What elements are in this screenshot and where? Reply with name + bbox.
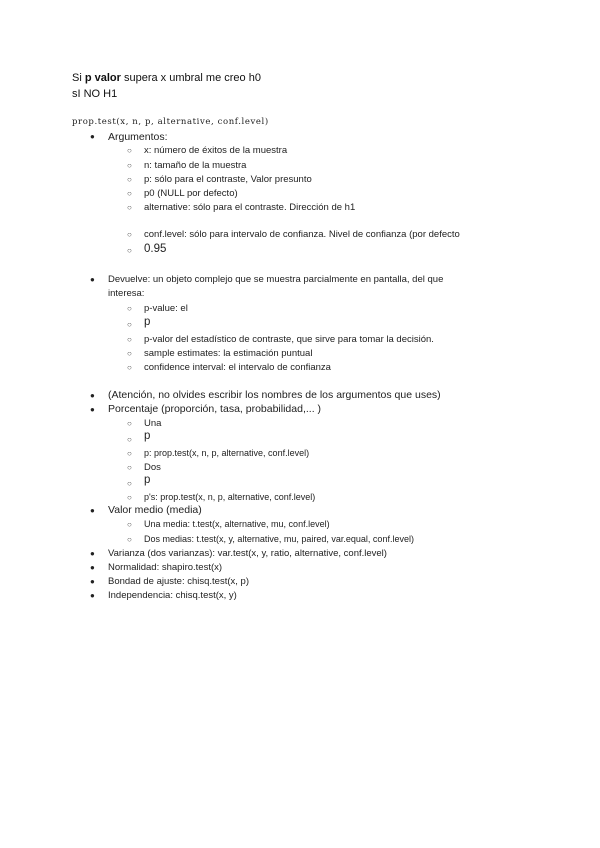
bullet-icon: ● xyxy=(90,577,95,586)
sub-bullet-icon: ○ xyxy=(127,189,132,198)
argumento-item: p: sólo para el contraste, Valor presunto xyxy=(144,174,312,185)
sub-bullet-icon: ○ xyxy=(127,520,132,529)
devuelve-item: p-valor del estadístico de contraste, que sirve para tomar la decisión. xyxy=(144,334,434,345)
atencion-note: (Atención, no olvides escribir los nombres de los argumentos que uses) xyxy=(108,389,441,401)
sub-bullet-icon: ○ xyxy=(127,304,132,313)
heading-text: Si xyxy=(72,72,85,84)
porcentaje-item: Dos xyxy=(144,462,161,473)
valor-medio-label: Valor medio (media) xyxy=(108,504,202,516)
devuelve-item: p xyxy=(144,316,151,328)
sub-bullet-icon: ○ xyxy=(127,363,132,372)
argumento-item: n: tamaño de la muestra xyxy=(144,160,247,171)
argumento-item: x: número de éxitos de la muestra xyxy=(144,145,288,156)
bullet-icon: ● xyxy=(90,549,95,558)
argumentos-label: Argumentos: xyxy=(108,131,168,143)
bullet-icon: ● xyxy=(90,405,95,414)
argumento-item: p0 (NULL por defecto) xyxy=(144,188,238,199)
bullet-icon: ● xyxy=(90,391,95,400)
heading-line-2: sI NO H1 xyxy=(72,88,118,100)
porcentaje-item: p xyxy=(144,474,151,486)
sub-bullet-icon: ○ xyxy=(127,349,132,358)
sub-bullet-icon: ○ xyxy=(127,335,132,344)
sub-bullet-icon: ○ xyxy=(127,146,132,155)
sub-bullet-icon: ○ xyxy=(127,320,132,329)
sub-bullet-icon: ○ xyxy=(127,175,132,184)
otros-item: Varianza (dos varianzas): var.test(x, y, ratio, alternative, conf.level) xyxy=(108,548,387,559)
porcentaje-item: p's: prop.test(x, n, p, alternative, conf.level) xyxy=(144,492,316,502)
sub-bullet-icon: ○ xyxy=(127,535,132,544)
argumento-item: alternative: sólo para el contraste. Dirección de h1 xyxy=(144,202,356,213)
argumento-item: 0.95 xyxy=(144,243,167,255)
porcentaje-item: p xyxy=(144,430,151,442)
code-line: prop.test(x, n, p, alternative, conf.level) xyxy=(72,117,269,127)
sub-bullet-icon: ○ xyxy=(127,435,132,444)
heading-text: supera x umbral me creo h0 xyxy=(120,72,261,84)
argumento-item: conf.level: sólo para intervalo de confianza. Nivel de confianza (por defecto xyxy=(144,229,460,240)
sub-bullet-icon: ○ xyxy=(127,493,132,502)
porcentaje-label: Porcentaje (proporción, tasa, probabilidad,... ) xyxy=(108,403,322,415)
bullet-icon: ● xyxy=(90,591,95,600)
sub-bullet-icon: ○ xyxy=(127,479,132,488)
devuelve-item: confidence interval: el intervalo de confianza xyxy=(144,362,331,373)
bullet-icon: ● xyxy=(90,275,95,284)
sub-bullet-icon: ○ xyxy=(127,419,132,428)
sub-bullet-icon: ○ xyxy=(127,230,132,239)
heading-line-1 xyxy=(72,72,261,84)
devuelve-label: Devuelve: un objeto complejo que se muestra parcialmente en pantalla, del que xyxy=(108,274,444,285)
porcentaje-item: p: prop.test(x, n, p, alternative, conf.level) xyxy=(144,448,310,458)
devuelve-label: interesa: xyxy=(108,288,145,299)
otros-item: Bondad de ajuste: chisq.test(x, p) xyxy=(108,576,249,587)
sub-bullet-icon: ○ xyxy=(127,161,132,170)
bullet-icon: ● xyxy=(90,563,95,572)
valor-medio-item: Una media: t.test(x, alternative, mu, conf.level) xyxy=(144,519,330,529)
sub-bullet-icon: ○ xyxy=(127,463,132,472)
heading-bold-text: p valor xyxy=(84,72,121,84)
otros-item: Normalidad: shapiro.test(x) xyxy=(108,562,223,573)
valor-medio-item: Dos medias: t.test(x, y, alternative, mu, paired, var.equal, conf.level) xyxy=(144,534,414,544)
porcentaje-item: Una xyxy=(144,418,162,429)
otros-item: Independencia: chisq.test(x, y) xyxy=(108,590,237,601)
devuelve-item: sample estimates: la estimación puntual xyxy=(144,348,313,359)
bullet-icon: ● xyxy=(90,132,95,141)
sub-bullet-icon: ○ xyxy=(127,246,132,255)
sub-bullet-icon: ○ xyxy=(127,449,132,458)
devuelve-item: p-value: el xyxy=(144,303,188,314)
sub-bullet-icon: ○ xyxy=(127,203,132,212)
bullet-icon: ● xyxy=(90,506,95,515)
